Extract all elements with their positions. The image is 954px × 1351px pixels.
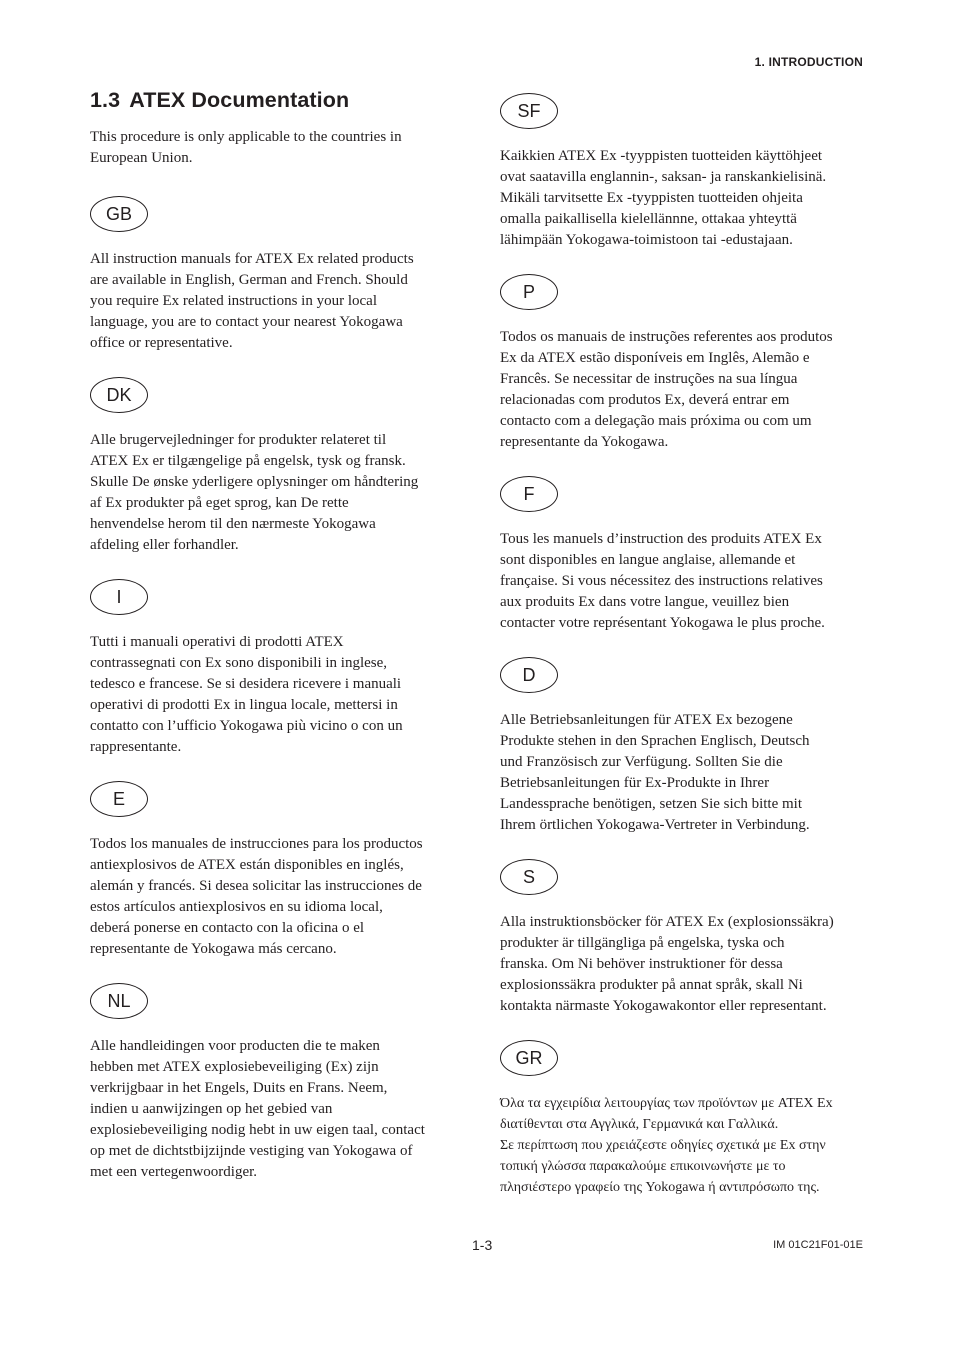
lang-text-f bbox=[500, 529, 880, 634]
text-line: operativi di prodotti Ex in lingua locale, mettersi in bbox=[90, 697, 398, 713]
text-line: explosionssäkra produkter på annat språk, skall Ni bbox=[500, 977, 803, 993]
lang-block-p bbox=[500, 274, 880, 453]
text-line: contrassegnati con Ex sono disponibili in inglese, bbox=[90, 655, 388, 671]
text-line: op met de dichtstbijzijnde vestiging van Yokogawa of bbox=[90, 1143, 413, 1159]
text-line: Produkte stehen in den Sprachen Englisch, Deutsch bbox=[500, 733, 810, 749]
lang-block-nl bbox=[90, 983, 470, 1183]
lang-block-s bbox=[500, 859, 880, 1017]
text-line: contacter votre représentant Yokogawa le plus proche. bbox=[500, 615, 825, 631]
text-line: met een vertegenwoordiger. bbox=[90, 1164, 258, 1180]
text-line: af Ex produkter på eget sprog, kan De rette bbox=[90, 495, 349, 511]
text-line: Skulle De ønske yderligere oplysninger om håndtering bbox=[90, 474, 419, 490]
text-line: contatto con l’ufficio Yokogawa più vicino o con un bbox=[90, 718, 403, 734]
text-line: ovat saatavilla englannin-, saksan- ja ranskankielisinä. bbox=[500, 169, 827, 185]
text-line: Francês. Se necessitar de instruções na sua língua bbox=[500, 371, 798, 387]
text-line: Tutti i manuali operativi di prodotti ATEX bbox=[90, 634, 344, 650]
text-line: indien u aanwijzingen op het gebied van bbox=[90, 1101, 333, 1117]
text-line: Kaikkien ATEX Ex -tyyppisten tuotteiden käyttöhjeet bbox=[500, 148, 823, 164]
lang-text-gb bbox=[90, 249, 470, 354]
text-line: language, you are to contact your nearest Yokogawa bbox=[90, 314, 403, 330]
lang-block-i bbox=[90, 579, 470, 758]
lang-text-d bbox=[500, 710, 880, 836]
page-number: 1-3 bbox=[472, 1237, 493, 1253]
text-line: afdeling eller forhandler. bbox=[90, 537, 239, 553]
text-line: representante da Yokogawa. bbox=[500, 434, 669, 450]
text-line: Tous les manuels d’instruction des produits ATEX Ex bbox=[500, 531, 822, 547]
text-line: Alle Betriebsanleitungen für ATEX Ex bezogene bbox=[500, 712, 793, 728]
running-head: 1. INTRODUCTION bbox=[754, 55, 863, 69]
section-title bbox=[90, 88, 349, 113]
text-line: omalla paikallisella kielellännne, ottakaa yhteyttä bbox=[500, 211, 797, 227]
text-line: Alla instruktionsböcker för ATEX Ex (explosionssäkra) bbox=[500, 914, 834, 930]
text-line: Όλα τα εγχειρίδια λειτουργίας των προϊόντων με ATEX Ex bbox=[500, 1096, 833, 1111]
text-line: Alle handleidingen voor producten die te maken bbox=[90, 1038, 380, 1054]
lang-text-i bbox=[90, 632, 470, 758]
text-line: lähimpään Yokogawa-toimistoon tai -edustajaan. bbox=[500, 232, 793, 248]
section-number: 1.3 bbox=[90, 88, 121, 112]
text-line: rappresentante. bbox=[90, 739, 182, 755]
lang-block-gb bbox=[90, 196, 470, 354]
lang-badge-d: D bbox=[500, 657, 558, 693]
lang-badge-s: S bbox=[500, 859, 558, 895]
text-line: Betriebsanleitungen für Ex-Produkte in Ihrer bbox=[500, 775, 770, 791]
text-line: Mikäli tarvitsette Ex -tyyppisten tuotteiden ohjeita bbox=[500, 190, 803, 206]
text-line: aux produits Ex dans votre langue, veuillez bien bbox=[500, 594, 790, 610]
lang-badge-p: P bbox=[500, 274, 558, 310]
lang-block-gr bbox=[500, 1040, 880, 1198]
text-line: française. Si vous nécessitez des instructions relatives bbox=[500, 573, 823, 589]
text-line: henvendelse herom til den nærmeste Yokogawa bbox=[90, 516, 376, 532]
text-line: franska. Om Ni behöver instruktioner för dessa bbox=[500, 956, 783, 972]
document-code: IM 01C21F01-01E bbox=[773, 1239, 863, 1251]
text-line: Todos los manuales de instrucciones para los productos bbox=[90, 836, 423, 852]
text-line: und Französisch zur Verfügung. Sollten Sie die bbox=[500, 754, 783, 770]
text-line: representante de Yokogawa más cercano. bbox=[90, 941, 337, 957]
text-line: relacionadas com produtos Ex, deverá entrar em bbox=[500, 392, 790, 408]
lang-badge-gb: GB bbox=[90, 196, 148, 232]
intro-paragraph bbox=[90, 127, 462, 169]
intro-line: European Union. bbox=[90, 150, 193, 166]
text-line: Ex da ATEX estão disponíveis em Inglês, Alemão e bbox=[500, 350, 810, 366]
lang-text-gr bbox=[500, 1093, 880, 1198]
text-line: antiexplosivos de ATEX están disponibles en inglés, bbox=[90, 857, 404, 873]
text-line: ATEX Ex er tilgængelige på engelsk, tysk og fransk. bbox=[90, 453, 406, 469]
text-line: kontakta närmaste Yokogawakontor eller representant. bbox=[500, 998, 827, 1014]
text-line: estos artículos antiexplosivos en su idioma local, bbox=[90, 899, 383, 915]
lang-text-nl bbox=[90, 1036, 470, 1183]
text-line: διατίθενται στα Αγγλικά, Γερμανικά και Γαλλικά. bbox=[500, 1117, 779, 1132]
lang-block-f bbox=[500, 476, 880, 634]
lang-badge-f: F bbox=[500, 476, 558, 512]
text-line: Ihrem örtlichen Yokogawa-Vertreter in Verbindung. bbox=[500, 817, 810, 833]
lang-badge-e: E bbox=[90, 781, 148, 817]
lang-text-dk bbox=[90, 430, 470, 556]
text-line: Todos os manuais de instruções referentes aos produtos bbox=[500, 329, 833, 345]
lang-block-e bbox=[90, 781, 470, 960]
text-line: deberá ponerse en contacto con la oficina o el bbox=[90, 920, 365, 936]
lang-badge-dk: DK bbox=[90, 377, 148, 413]
text-line: Landessprache benötigen, setzen Sie sich bitte mit bbox=[500, 796, 802, 812]
lang-block-sf bbox=[500, 93, 880, 251]
text-line: Σε περίπτωση που χρειάζεστε οδηγίες σχετικά με Ex στην bbox=[500, 1138, 826, 1153]
text-line: tedesco e francese. Se si desidera ricevere i manuali bbox=[90, 676, 402, 692]
lang-badge-gr: GR bbox=[500, 1040, 558, 1076]
text-line: explosiebeveiliging nodig hebt in uw eigen taal, contact bbox=[90, 1122, 425, 1138]
text-line: All instruction manuals for ATEX Ex related products bbox=[90, 251, 414, 267]
lang-text-s bbox=[500, 912, 880, 1017]
text-line: produkter är tillgängliga på engelska, tyska och bbox=[500, 935, 785, 951]
lang-text-p bbox=[500, 327, 880, 453]
intro-line: This procedure is only applicable to the countries in bbox=[90, 129, 402, 145]
text-line: τοπική γλώσσα παρακαλούμε επικοινωνήστε με το bbox=[500, 1159, 786, 1174]
lang-block-dk bbox=[90, 377, 470, 556]
text-line: office or representative. bbox=[90, 335, 233, 351]
lang-text-sf bbox=[500, 146, 880, 251]
text-line: sont disponibles en langue anglaise, allemande et bbox=[500, 552, 796, 568]
text-line: πλησιέστερο γραφείο της Yokogawa ή αντιπρόσωπο της. bbox=[500, 1180, 820, 1195]
text-line: verkrijgbaar in het Engels, Duits en Frans. Neem, bbox=[90, 1080, 388, 1096]
text-line: Alle brugervejledninger for produkter relateret til bbox=[90, 432, 387, 448]
section-title-text: ATEX Documentation bbox=[129, 88, 350, 112]
text-line: contacto com a delegação mais próxima ou com um bbox=[500, 413, 812, 429]
text-line: alemán y francés. Si desea solicitar las instrucciones de bbox=[90, 878, 422, 894]
lang-badge-nl: NL bbox=[90, 983, 148, 1019]
lang-block-d bbox=[500, 657, 880, 836]
text-line: you require Ex related instructions in your local bbox=[90, 293, 377, 309]
lang-badge-i: I bbox=[90, 579, 148, 615]
lang-text-e bbox=[90, 834, 470, 960]
text-line: are available in English, German and French. Should bbox=[90, 272, 408, 288]
text-line: hebben met ATEX explosiebeveiliging (Ex) zijn bbox=[90, 1059, 379, 1075]
lang-badge-sf: SF bbox=[500, 93, 558, 129]
